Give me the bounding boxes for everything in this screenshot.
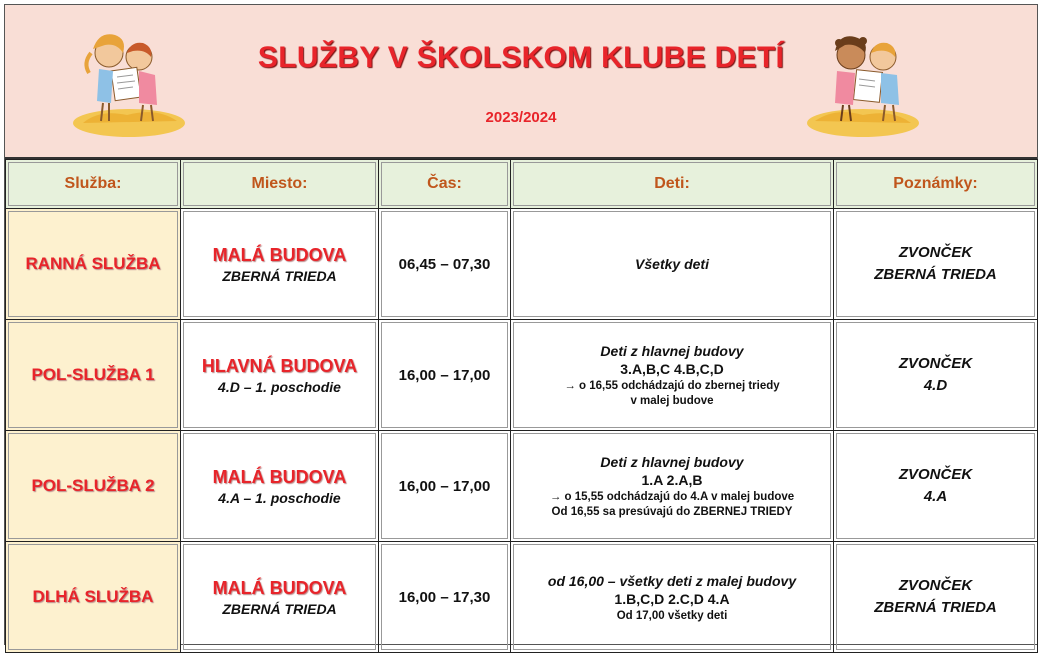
- kids-cell: [511, 542, 834, 653]
- note-line: 4.D: [923, 377, 948, 394]
- schedule-table: [5, 159, 1038, 653]
- place-cell: [181, 431, 379, 542]
- service-cell: [6, 542, 181, 653]
- place-cell: [181, 209, 379, 320]
- note-line: ZVONČEK: [898, 466, 973, 483]
- time-cell: [379, 209, 511, 320]
- column-header-place: [181, 160, 379, 209]
- place-room: 4.A – 1. poschodie: [218, 489, 341, 506]
- notes-cell: [834, 431, 1038, 542]
- note-line: ZVONČEK: [898, 577, 973, 594]
- table-header-row: [6, 160, 1038, 209]
- time-range: 16,00 – 17,00: [398, 366, 491, 384]
- service-cell: [6, 431, 181, 542]
- time-range: 16,00 – 17,30: [398, 588, 491, 606]
- notes-cell: [834, 209, 1038, 320]
- kids-note: Od 17,00 všetky deti: [616, 609, 728, 622]
- place-cell: [181, 320, 379, 431]
- kids-classes: 1.B,C,D 2.C,D 4.A: [614, 590, 730, 607]
- kids-classes: 1.A 2.A,B: [641, 472, 703, 488]
- kids-cell: [511, 209, 834, 320]
- place-room: ZBERNÁ TRIEDA: [222, 600, 337, 617]
- time-cell: [379, 542, 511, 653]
- kids-note: → o 16,55 odchádzajú do zbernej triedy: [564, 380, 780, 392]
- place-building: HLAVNÁ BUDOVA: [201, 355, 358, 376]
- note-line: ZVONČEK: [898, 355, 973, 372]
- note-line: ZBERNÁ TRIEDA: [874, 599, 997, 616]
- kids-cell: [511, 431, 834, 542]
- notes-cell: [834, 320, 1038, 431]
- column-header-label: Miesto:: [183, 162, 376, 206]
- kids-description: Všetky deti: [635, 256, 709, 272]
- time-cell: [379, 320, 511, 431]
- service-name: POL-SLUŽBA 2: [31, 476, 155, 495]
- table-row: [6, 209, 1038, 320]
- time-range: 16,00 – 17,00: [398, 477, 491, 495]
- kids-note: Od 16,55 sa presúvajú do ZBERNEJ TRIEDY: [551, 506, 793, 518]
- kids-description: Deti z hlavnej budovy: [600, 454, 744, 470]
- place-building: MALÁ BUDOVA: [212, 466, 347, 487]
- place-building: MALÁ BUDOVA: [212, 577, 347, 598]
- notes-cell: [834, 542, 1038, 653]
- note-line: ZVONČEK: [898, 244, 973, 261]
- place-room: ZBERNÁ TRIEDA: [222, 267, 337, 284]
- service-name: DLHÁ SLUŽBA: [32, 587, 154, 606]
- service-name: POL-SLUŽBA 1: [31, 365, 155, 384]
- school-year: 2023/2024: [485, 109, 557, 126]
- column-header-kids: [511, 160, 834, 209]
- kids-classes: 3.A,B,C 4.B,C,D: [620, 361, 724, 377]
- column-header-label: Čas:: [381, 162, 508, 206]
- note-line: ZBERNÁ TRIEDA: [874, 266, 997, 283]
- table-row: [6, 431, 1038, 542]
- kids-note: v malej budove: [630, 395, 714, 407]
- place-cell: [181, 542, 379, 653]
- table-row: [6, 320, 1038, 431]
- service-name: RANNÁ SLUŽBA: [25, 254, 161, 273]
- kids-description: Deti z hlavnej budovy: [600, 343, 744, 359]
- kids-description: od 16,00 – všetky deti z malej budovy: [547, 572, 797, 589]
- time-range: 06,45 – 07,30: [398, 255, 491, 273]
- column-header-label: Poznámky:: [836, 162, 1035, 206]
- column-header-label: Deti:: [513, 162, 831, 206]
- column-header-label: Služba:: [8, 162, 178, 206]
- service-cell: [6, 209, 181, 320]
- kids-cell: [511, 320, 834, 431]
- kids-note: → o 15,55 odchádzajú do 4.A v malej budove: [549, 491, 795, 503]
- header-banner: [5, 5, 1037, 159]
- place-room: 4.D – 1. poschodie: [218, 378, 341, 395]
- page-title: SLUŽBY V ŠKOLSKOM KLUBE DETÍ: [257, 41, 785, 74]
- note-line: 4.A: [923, 488, 948, 505]
- column-header-notes: [834, 160, 1038, 209]
- time-cell: [379, 431, 511, 542]
- column-header-service: [6, 160, 181, 209]
- service-cell: [6, 320, 181, 431]
- schedule-sheet: [4, 4, 1038, 645]
- table-row: [6, 542, 1038, 653]
- column-header-time: [379, 160, 511, 209]
- place-building: MALÁ BUDOVA: [212, 244, 347, 265]
